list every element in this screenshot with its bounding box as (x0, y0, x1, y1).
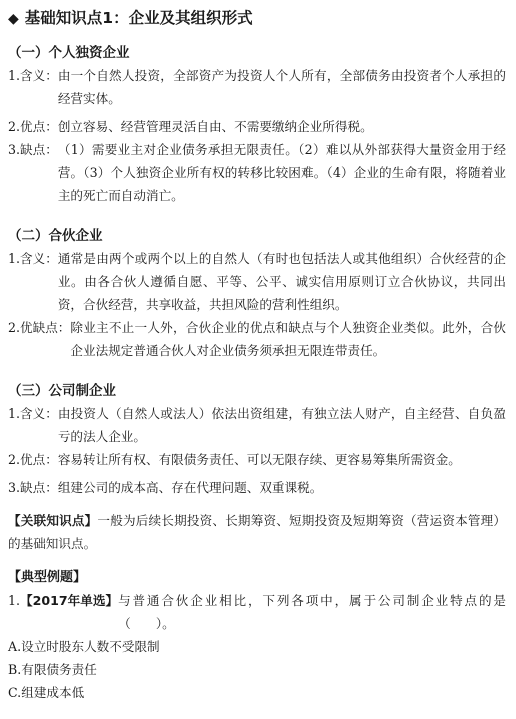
item-label: 1.含义： (8, 68, 58, 83)
list-item (8, 247, 506, 316)
option-c: C.组建成本低 (8, 685, 85, 700)
question-text: 与普通合伙企业相比，下列各项中，属于公司制企业特点的是（ ）。 (118, 593, 506, 631)
section-sole-proprietorship (8, 42, 506, 207)
list-item (8, 448, 506, 471)
section-partnership (8, 225, 506, 362)
section-heading: （三）公司制企业 (8, 383, 116, 399)
example-question (8, 589, 506, 635)
title-text: 基础知识点1：企业及其组织形式 (24, 9, 253, 27)
item-text: 除业主不止一人外，合伙企业的优点和缺点与个人独资企业类似。此外，合伙企业法规定普通合伙人对企业债务须承担无限连带责任。 (70, 320, 506, 358)
item-label: 3.缺点： (8, 142, 58, 157)
item-text: 通常是由两个或两个以上的自然人（有时也包括法人或其他组织）合伙经营的企业。由各合伙人遵循自愿、平等、公平、诚实信用原则订立合伙协议，共同出资，合伙经营，共享收益，共担风险的营利性组织。 (57, 251, 506, 312)
list-item (8, 316, 506, 362)
item-label: 2.优点： (8, 452, 58, 467)
question-year-tag: 【2017年单选】 (20, 593, 119, 608)
item-text: （1）需要业主对企业债务承担无限责任。（2）难以从外部获得大量资金用于经营。（3）个人独资企业所有权的转移比较困难。（4）企业的生命有限，将随着业主的死亡而自动消亡。 (57, 142, 506, 203)
list-item (8, 402, 506, 448)
page-title (8, 6, 506, 30)
item-text: 由一个自然人投资，全部资产为投资人个人所有，全部债务由投资者个人承担的经营实体。 (57, 68, 506, 106)
item-text: 由投资人（自然人或法人）依法出资组建，有独立法人财产，自主经营、自负盈亏的法人企业。 (57, 406, 506, 444)
item-label: 2.优缺点： (8, 320, 71, 335)
list-item (8, 476, 506, 499)
related-tag: 【关联知识点】 (8, 513, 98, 528)
list-item (8, 115, 506, 138)
item-label: 1.含义： (8, 251, 58, 266)
list-item (8, 138, 506, 207)
option-b: B.有限债务责任 (8, 662, 97, 677)
diamond-bullet-icon: ◆ (8, 11, 19, 27)
item-text: 创立容易、经营管理灵活自由、不需要缴纳企业所得税。 (57, 119, 373, 134)
related-knowledge-note (8, 509, 506, 555)
item-text: 容易转让所有权、有限债务责任、可以无限存续、更容易筹集所需资金。 (57, 452, 461, 467)
section-heading: （二）合伙企业 (8, 228, 103, 244)
list-item (8, 64, 506, 110)
section-corporation (8, 380, 506, 499)
item-label: 3.缺点： (8, 480, 58, 495)
question-number: 1. (8, 593, 21, 608)
example-heading: 【典型例题】 (8, 570, 87, 585)
section-heading: （一）个人独资企业 (8, 45, 130, 61)
item-label: 2.优点： (8, 119, 58, 134)
item-text: 组建公司的成本高、存在代理问题、双重课税。 (57, 480, 323, 495)
related-text: 一般为后续长期投资、长期筹资、短期投资及短期筹资（营运资本管理）的基础知识点。 (8, 513, 507, 551)
item-label: 1.含义： (8, 406, 58, 421)
option-a: A.设立时股东人数不受限制 (8, 639, 160, 654)
